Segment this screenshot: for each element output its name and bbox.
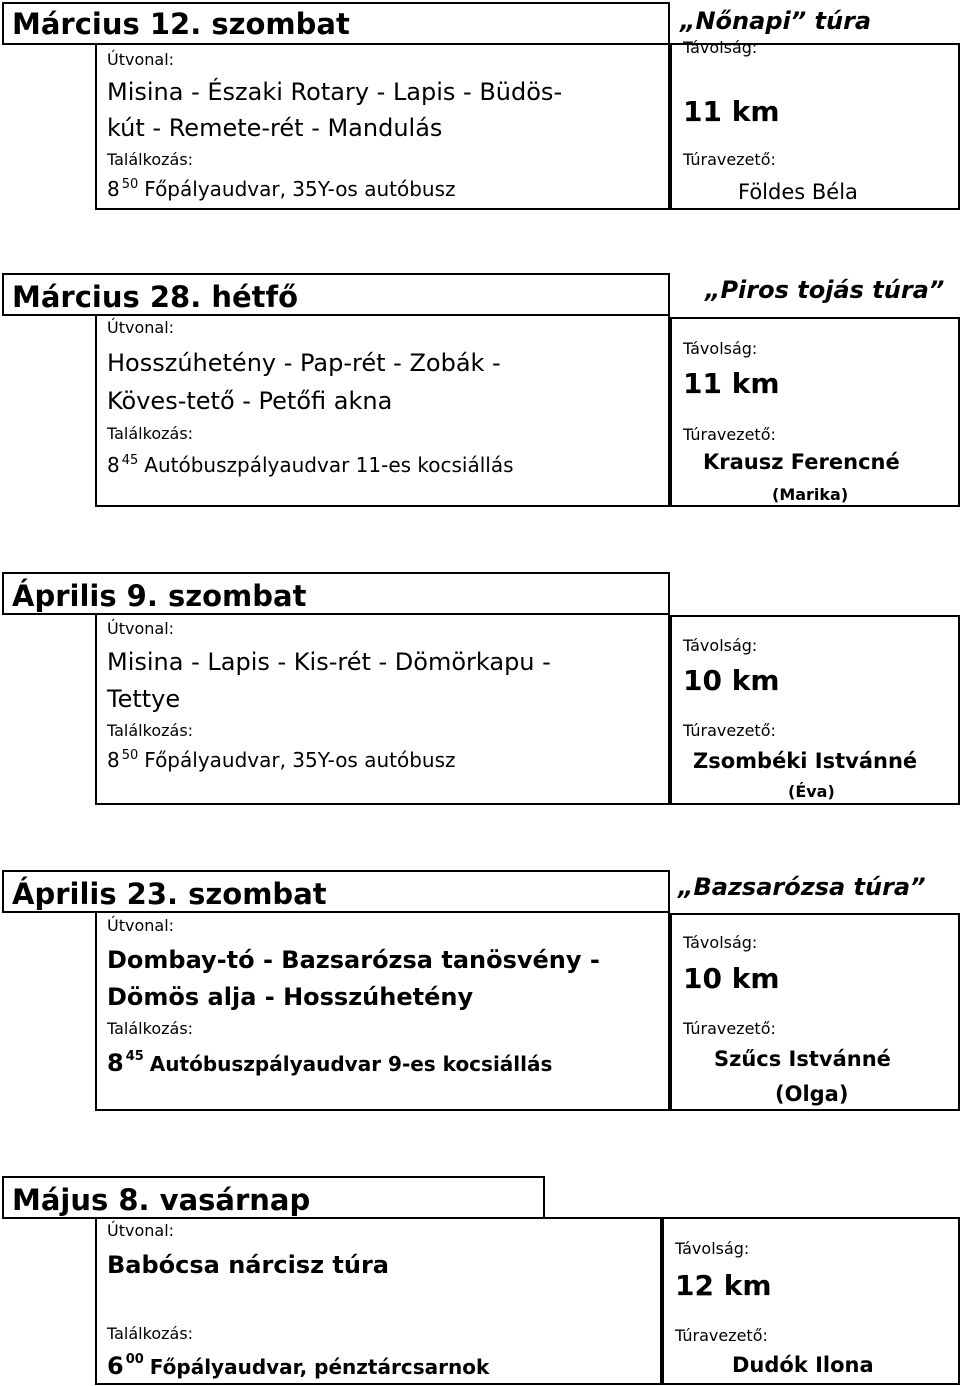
meeting-place: Autóbuszpályaudvar 9-es kocsiállás: [149, 1052, 553, 1076]
meeting-label: Találkozás:: [107, 1019, 194, 1038]
meeting-hour: 6: [107, 1352, 124, 1380]
meeting-minute: 45: [125, 1049, 144, 1064]
meeting-place: Főpályaudvar, 35Y-os autóbusz: [144, 748, 456, 772]
route-label: Útvonal:: [107, 318, 175, 337]
meeting-place: Autóbuszpályaudvar 11-es kocsiállás: [144, 453, 514, 477]
route-line: Hosszúhetény - Pap-rét - Zobák -: [107, 349, 501, 377]
leader-label: Túravezető:: [683, 721, 776, 740]
meeting-info: [107, 1354, 489, 1378]
route-line: Köves-tető - Petőfi akna: [107, 387, 393, 415]
route-label: Útvonal:: [107, 916, 175, 935]
meeting-hour: 8: [107, 1049, 124, 1077]
distance-value: 10 km: [683, 962, 780, 995]
details-box: [95, 613, 670, 805]
meeting-info: [107, 750, 456, 770]
tour-name: „Bazsarózsa túra”: [678, 873, 926, 901]
distance-value: 10 km: [683, 664, 780, 697]
tour-name: „Piros tojás túra”: [705, 276, 945, 304]
leader-nickname: (Éva): [788, 782, 835, 801]
leader-name: Földes Béla: [738, 180, 858, 204]
route-line: Tettye: [107, 685, 181, 713]
route-line: Misina - Északi Rotary - Lapis - Büdös-: [107, 78, 563, 106]
details-box: [95, 911, 670, 1111]
route-line: Misina - Lapis - Kis-rét - Dömörkapu -: [107, 648, 551, 676]
meeting-info: [107, 455, 514, 475]
route-label: Útvonal:: [107, 619, 175, 638]
route-line: Babócsa nárcisz túra: [107, 1251, 389, 1279]
route-label: Útvonal:: [107, 1221, 175, 1240]
tour-date: Március 28. hétfő: [12, 280, 299, 314]
tour-date: Május 8. vasárnap: [12, 1183, 311, 1217]
meeting-minute: 50: [121, 748, 139, 763]
meeting-hour: 8: [107, 453, 120, 477]
distance-label: Távolság:: [683, 38, 758, 57]
leader-name: Szűcs Istvánné: [714, 1047, 891, 1071]
distance-label: Távolság:: [683, 339, 758, 358]
meeting-label: Találkozás:: [107, 1324, 194, 1343]
meeting-place: Főpályaudvar, pénztárcsarnok: [149, 1355, 490, 1379]
meeting-hour: 8: [107, 177, 120, 201]
meeting-label: Találkozás:: [107, 424, 194, 443]
meeting-place: Főpályaudvar, 35Y-os autóbusz: [144, 177, 456, 201]
route-line: Dömös alja - Hosszúhetény: [107, 983, 474, 1011]
leader-label: Túravezető:: [683, 425, 776, 444]
tour-date: Április 23. szombat: [12, 877, 327, 911]
leader-label: Túravezető:: [683, 1019, 776, 1038]
route-label: Útvonal:: [107, 50, 175, 69]
meeting-minute: 00: [125, 1352, 144, 1367]
leader-nickname: (Olga): [775, 1082, 849, 1106]
meeting-label: Találkozás:: [107, 721, 194, 740]
meeting-info: [107, 179, 456, 199]
leader-label: Túravezető:: [675, 1326, 768, 1345]
distance-value: 11 km: [683, 95, 780, 128]
distance-value: 11 km: [683, 367, 780, 400]
leader-name: Dudók Ilona: [732, 1353, 874, 1377]
distance-label: Távolság:: [683, 636, 758, 655]
route-line: Dombay-tó - Bazsarózsa tanösvény -: [107, 946, 600, 974]
leader-name: Krausz Ferencné: [703, 450, 900, 474]
meeting-hour: 8: [107, 748, 120, 772]
meeting-minute: 50: [121, 177, 139, 192]
meeting-minute: 45: [121, 453, 139, 468]
distance-label: Távolság:: [675, 1239, 750, 1258]
tour-date: Március 12. szombat: [12, 7, 350, 41]
route-line: kút - Remete-rét - Mandulás: [107, 114, 443, 142]
meeting-info: [107, 1051, 552, 1075]
distance-value: 12 km: [675, 1269, 772, 1302]
leader-name: Zsombéki Istvánné: [693, 749, 918, 773]
tour-name: „Nőnapi” túra: [680, 7, 872, 35]
distance-label: Távolság:: [683, 933, 758, 952]
leader-label: Túravezető:: [683, 150, 776, 169]
meeting-label: Találkozás:: [107, 150, 194, 169]
tour-date: Április 9. szombat: [12, 579, 307, 613]
leader-nickname: (Marika): [772, 485, 849, 504]
